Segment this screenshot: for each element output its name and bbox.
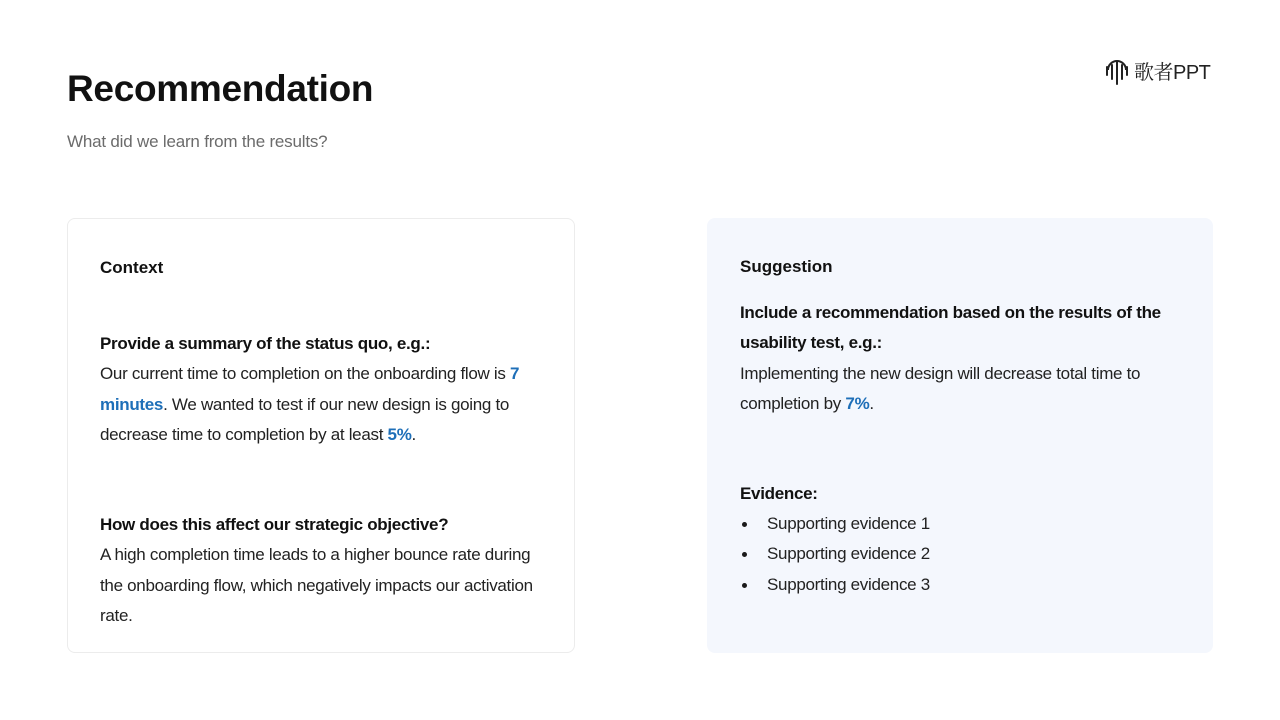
status-quo-text-3: . [411,424,416,444]
page-title: Recommendation [67,68,374,109]
completion-time-highlight: 7 minutes [100,364,520,414]
brand-logo [1104,54,1210,86]
impact-question: How does this affect our strategic objective? [100,515,449,534]
sound-wave-icon [1104,54,1130,86]
recommendation-text-2: . [869,393,874,413]
impact-text: A high completion time leads to a higher bounce rate during the onboarding flow, which negatively impacts our activation rate. [100,545,533,625]
list-item: Supporting evidence 2 [740,539,930,569]
list-item: Supporting evidence 1 [740,509,930,539]
target-decrease-highlight: 5% [387,424,412,444]
context-heading: Context [100,258,164,277]
suggestion-heading: Suggestion [740,257,833,276]
evidence-label: Evidence: [740,484,818,503]
status-quo-text-1: Our current time to completion on the onboarding flow is [100,364,511,384]
recommendation-text-1: Implementing the new design will decrease total time to completion by [740,363,1141,413]
decrease-highlight: 7% [845,393,870,413]
context-card [67,218,575,653]
logo-text: 歌者PPT [1134,61,1211,84]
page-subtitle: What did we learn from the results? [67,132,328,151]
recommendation-block [740,298,1190,419]
list-item: Supporting evidence 3 [740,570,930,600]
suggestion-card [707,218,1213,653]
evidence-list [740,509,930,600]
recommendation-question: Include a recommendation based on the results of the usability test, e.g.: [740,303,1161,353]
status-quo-text-2: . We wanted to test if our new design is going to decrease time to completion by at least [100,394,510,444]
status-quo-question: Provide a summary of the status quo, e.g.: [100,334,431,353]
strategic-impact [100,510,540,631]
status-quo-summary [100,329,550,450]
